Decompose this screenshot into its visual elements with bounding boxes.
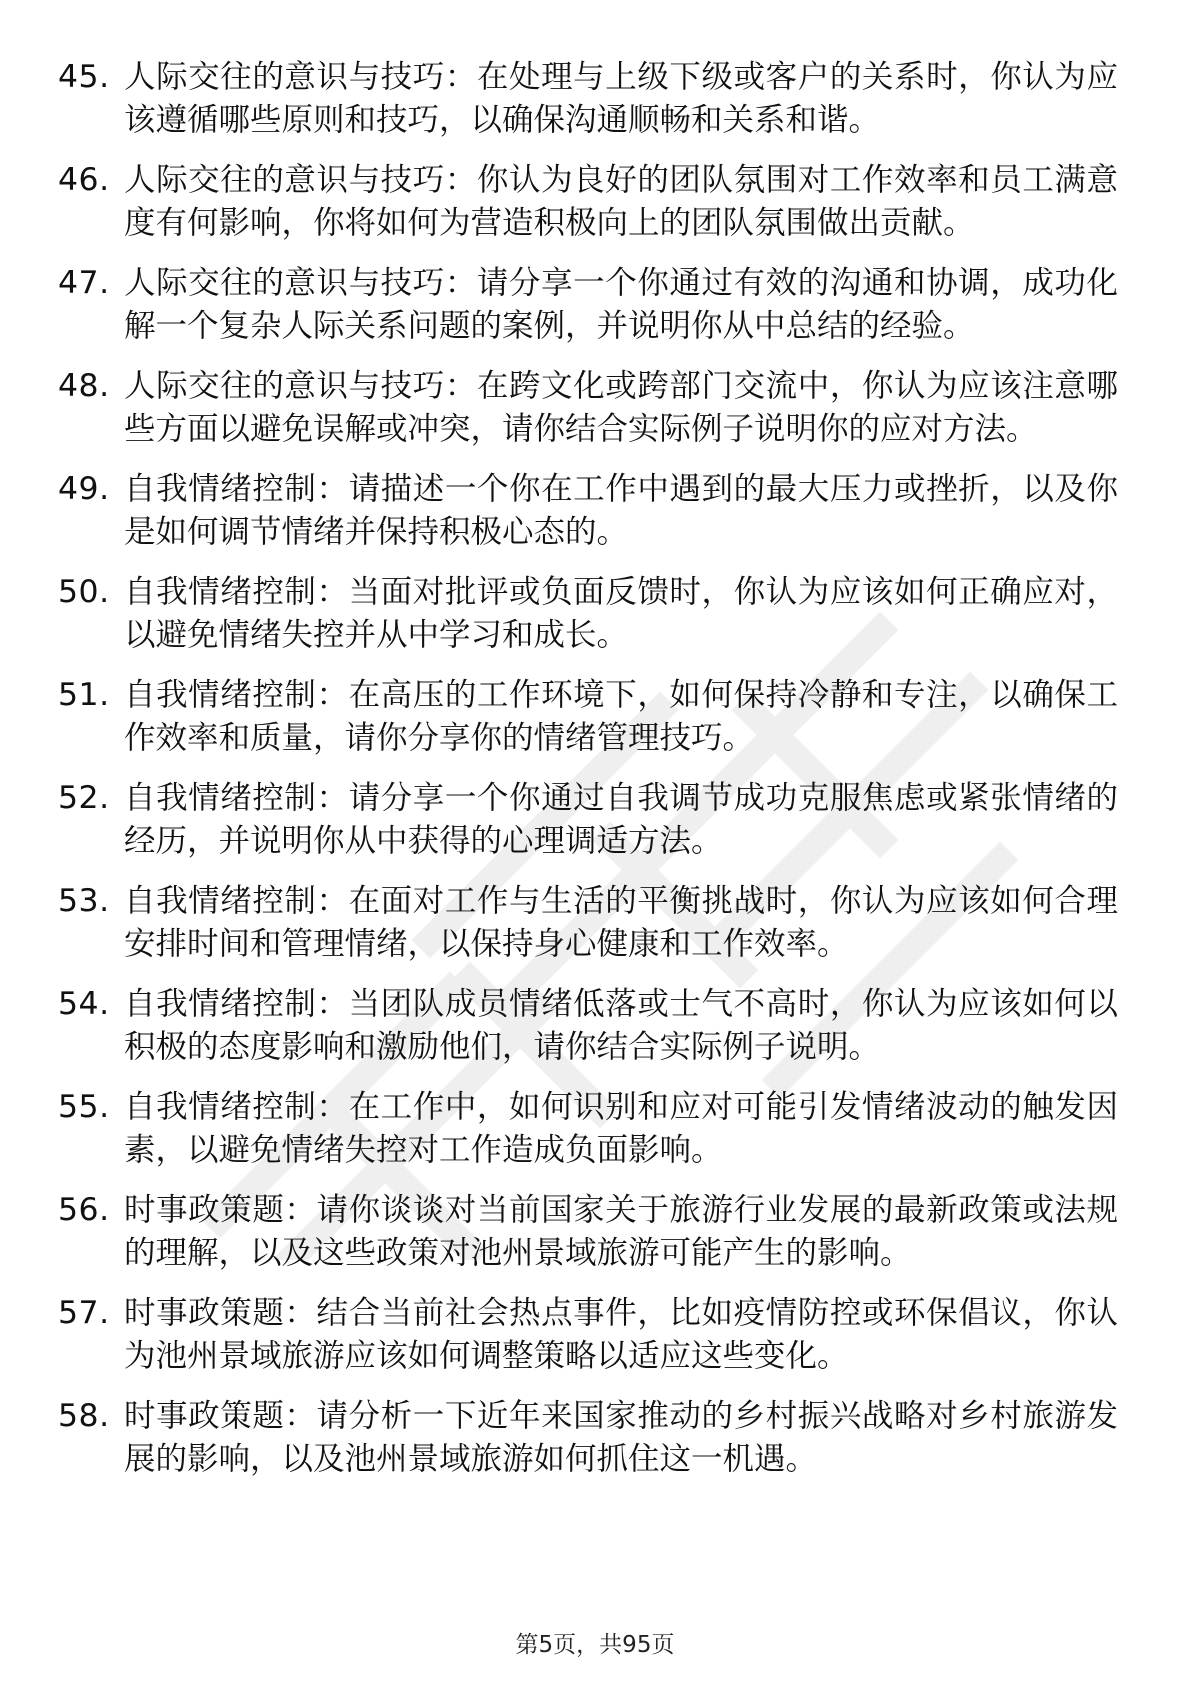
question-text: 时事政策题：结合当前社会热点事件，比如疫情防控或环保倡议，你认为池州景域旅游应该如何调整策略以适应这些变化。: [124, 1295, 1118, 1374]
question-item: [58, 262, 1118, 348]
question-text: 自我情绪控制：当面对批评或负面反馈时，你认为应该如何正确应对，以避免情绪失控并从中学习和成长。: [124, 574, 1118, 653]
question-number: 48.: [58, 368, 110, 404]
question-item: [58, 1292, 1118, 1378]
question-number: 54.: [58, 986, 110, 1022]
question-number: 52.: [58, 780, 110, 816]
question-list: [58, 56, 1118, 1498]
question-text: 人际交往的意识与技巧：在跨文化或跨部门交流中，你认为应该注意哪些方面以避免误解或冲突，请你结合实际例子说明你的应对方法。: [124, 368, 1118, 447]
page-number-footer: 第5页，共95页: [515, 1632, 675, 1658]
question-text: 自我情绪控制：请分享一个你通过自我调节成功克服焦虑或紧张情绪的经历，并说明你从中获得的心理调适方法。: [124, 780, 1118, 859]
question-item: [58, 674, 1118, 760]
question-number: 49.: [58, 471, 110, 507]
question-number: 50.: [58, 574, 110, 610]
question-number: 57.: [58, 1295, 110, 1331]
question-item: [58, 159, 1118, 245]
question-item: [58, 1086, 1118, 1172]
question-text: 时事政策题：请分析一下近年来国家推动的乡村振兴战略对乡村旅游发展的影响，以及池州景域旅游如何抓住这一机遇。: [124, 1398, 1118, 1477]
question-item: [58, 468, 1118, 554]
question-item: [58, 1395, 1118, 1481]
question-number: 55.: [58, 1089, 110, 1125]
question-item: [58, 1189, 1118, 1275]
question-text: 自我情绪控制：在高压的工作环境下，如何保持冷静和专注，以确保工作效率和质量，请你分享你的情绪管理技巧。: [124, 677, 1118, 756]
question-text: 自我情绪控制：当团队成员情绪低落或士气不高时，你认为应该如何以积极的态度影响和激励他们，请你结合实际例子说明。: [124, 986, 1118, 1065]
question-text: 自我情绪控制：在工作中，如何识别和应对可能引发情绪波动的触发因素，以避免情绪失控对工作造成负面影响。: [124, 1089, 1118, 1168]
question-text: 人际交往的意识与技巧：在处理与上级下级或客户的关系时，你认为应该遵循哪些原则和技巧，以确保沟通顺畅和关系和谐。: [124, 59, 1118, 138]
question-item: [58, 880, 1118, 966]
question-item: [58, 56, 1118, 142]
question-number: 46.: [58, 162, 110, 198]
question-text: 自我情绪控制：请描述一个你在工作中遇到的最大压力或挫折，以及你是如何调节情绪并保持积极心态的。: [124, 471, 1118, 550]
question-text: 时事政策题：请你谈谈对当前国家关于旅游行业发展的最新政策或法规的理解，以及这些政策对池州景域旅游可能产生的影响。: [124, 1192, 1118, 1271]
question-item: [58, 777, 1118, 863]
question-item: [58, 365, 1118, 451]
question-number: 51.: [58, 677, 110, 713]
question-text: 人际交往的意识与技巧：请分享一个你通过有效的沟通和协调，成功化解一个复杂人际关系问题的案例，并说明你从中总结的经验。: [124, 265, 1118, 344]
question-number: 56.: [58, 1192, 110, 1228]
question-text: 人际交往的意识与技巧：你认为良好的团队氛围对工作效率和员工满意度有何影响，你将如何为营造积极向上的团队氛围做出贡献。: [124, 162, 1118, 241]
question-number: 53.: [58, 883, 110, 919]
question-item: [58, 571, 1118, 657]
question-number: 45.: [58, 59, 110, 95]
question-item: [58, 983, 1118, 1069]
question-number: 58.: [58, 1398, 110, 1434]
question-text: 自我情绪控制：在面对工作与生活的平衡挑战时，你认为应该如何合理安排时间和管理情绪，以保持身心健康和工作效率。: [124, 883, 1118, 962]
question-number: 47.: [58, 265, 110, 301]
